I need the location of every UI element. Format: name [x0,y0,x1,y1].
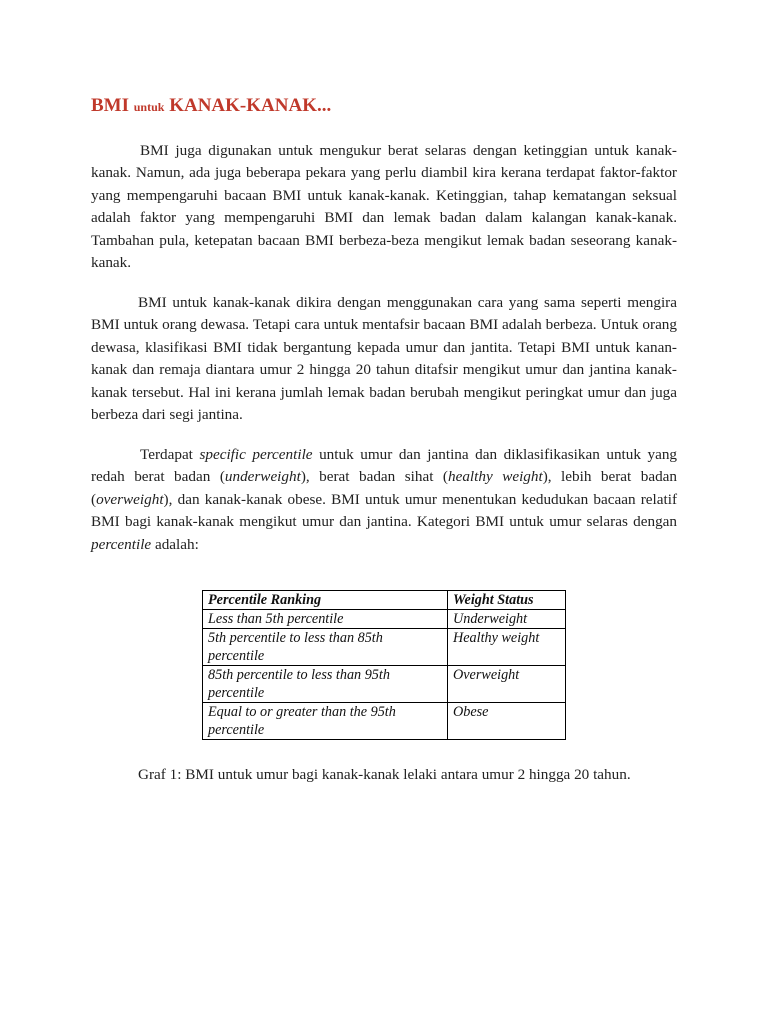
p3-text-6: adalah: [151,535,199,553]
title-part-untuk: untuk [133,100,165,114]
table-cell-status: Overweight [448,666,566,703]
table-header-weight-status: Weight Status [448,591,566,610]
page-title [91,94,331,119]
table-cell-percentile: 85th percentile to less than 95th percentile [203,666,448,703]
p3-italic-underweight: underweight [224,468,301,486]
paragraph-3 [91,444,677,556]
table-cell-percentile: Less than 5th percentile [203,610,448,629]
table-header-row [203,591,566,610]
p3-italic-percentile: percentile [91,535,152,553]
title-part-bmi: BMI [91,95,134,116]
table-cell-status: Obese [448,703,566,740]
graph-caption: Graf 1: BMI untuk umur bagi kanak-kanak lelaki antara umur 2 hingga 20 tahun. [138,766,631,783]
p3-text-2: untuk umur dan jantina dan diklasifikasikan untuk yang redah berat badan ( [91,446,678,486]
p3-text-3: ), berat badan sihat ( [300,468,448,486]
table-row [203,629,566,666]
p3-text-4: ), lebih berat badan ( [91,468,678,508]
table-cell-percentile: Equal to or greater than the 95th percentile [203,703,448,740]
p3-italic-overweight: overweight [96,490,164,508]
p3-text-5: ), dan kanak-kanak obese. BMI untuk umur menentukan kedudukan bacaan relatif BMI bagi kanak-kanak mengikut umur dan jantina. Kategori BMI untuk umur selaras dengan [91,490,677,531]
p3-text-1: Terdapat [140,446,200,463]
table-row [203,703,566,740]
table-cell-status: Underweight [448,610,566,629]
paragraph-1: BMI juga digunakan untuk mengukur berat selaras dengan ketinggian untuk kanak-kanak. Namun, ada juga beberapa pekara yang perlu diambil kira kerana terdapat faktor-faktor yang mempengaruhi bacaan BMI untuk kanak-kanak. Ketinggian, tahap kematangan seksual adalah faktor yang mempengaruhi BMI dan lemak badan dalam kalangan kanak-kanak. Tambahan pula, ketepatan bacaan BMI berbeza-beza mengikut lemak badan seseorang kanak-kanak. [91,142,677,272]
table-row [203,610,566,629]
table-cell-percentile: 5th percentile to less than 85th percentile [203,629,448,666]
p3-italic-healthy-weight: healthy weight [448,468,543,486]
p3-italic-specific-percentile: specific percentile [199,446,313,463]
table-cell-status: Healthy weight [448,629,566,666]
title-part-kanak-kanak: KANAK-KANAK... [164,95,332,116]
paragraph-2: BMI untuk kanak-kanak dikira dengan menggunakan cara yang sama seperti mengira BMI untuk orang dewasa. Tetapi cara untuk mentafsir bacaan BMI adalah berbeza. Untuk orang dewasa, klasifikasi BMI tidak bergantung kepada umur dan jantita. Tetapi BMI untuk kanan-kanak dan remaja diantara umur 2 hingga 20 tahun ditafsir mengikut umur dan jantina kanak-kanak tersebut. Hal ini kerana jumlah lemak badan berubah mengikut peringkat umur dan juga berbeza dari segi jantina. [91,294,677,424]
table-row [203,666,566,703]
percentile-table [202,590,566,740]
table-header-percentile-ranking: Percentile Ranking [203,591,448,610]
